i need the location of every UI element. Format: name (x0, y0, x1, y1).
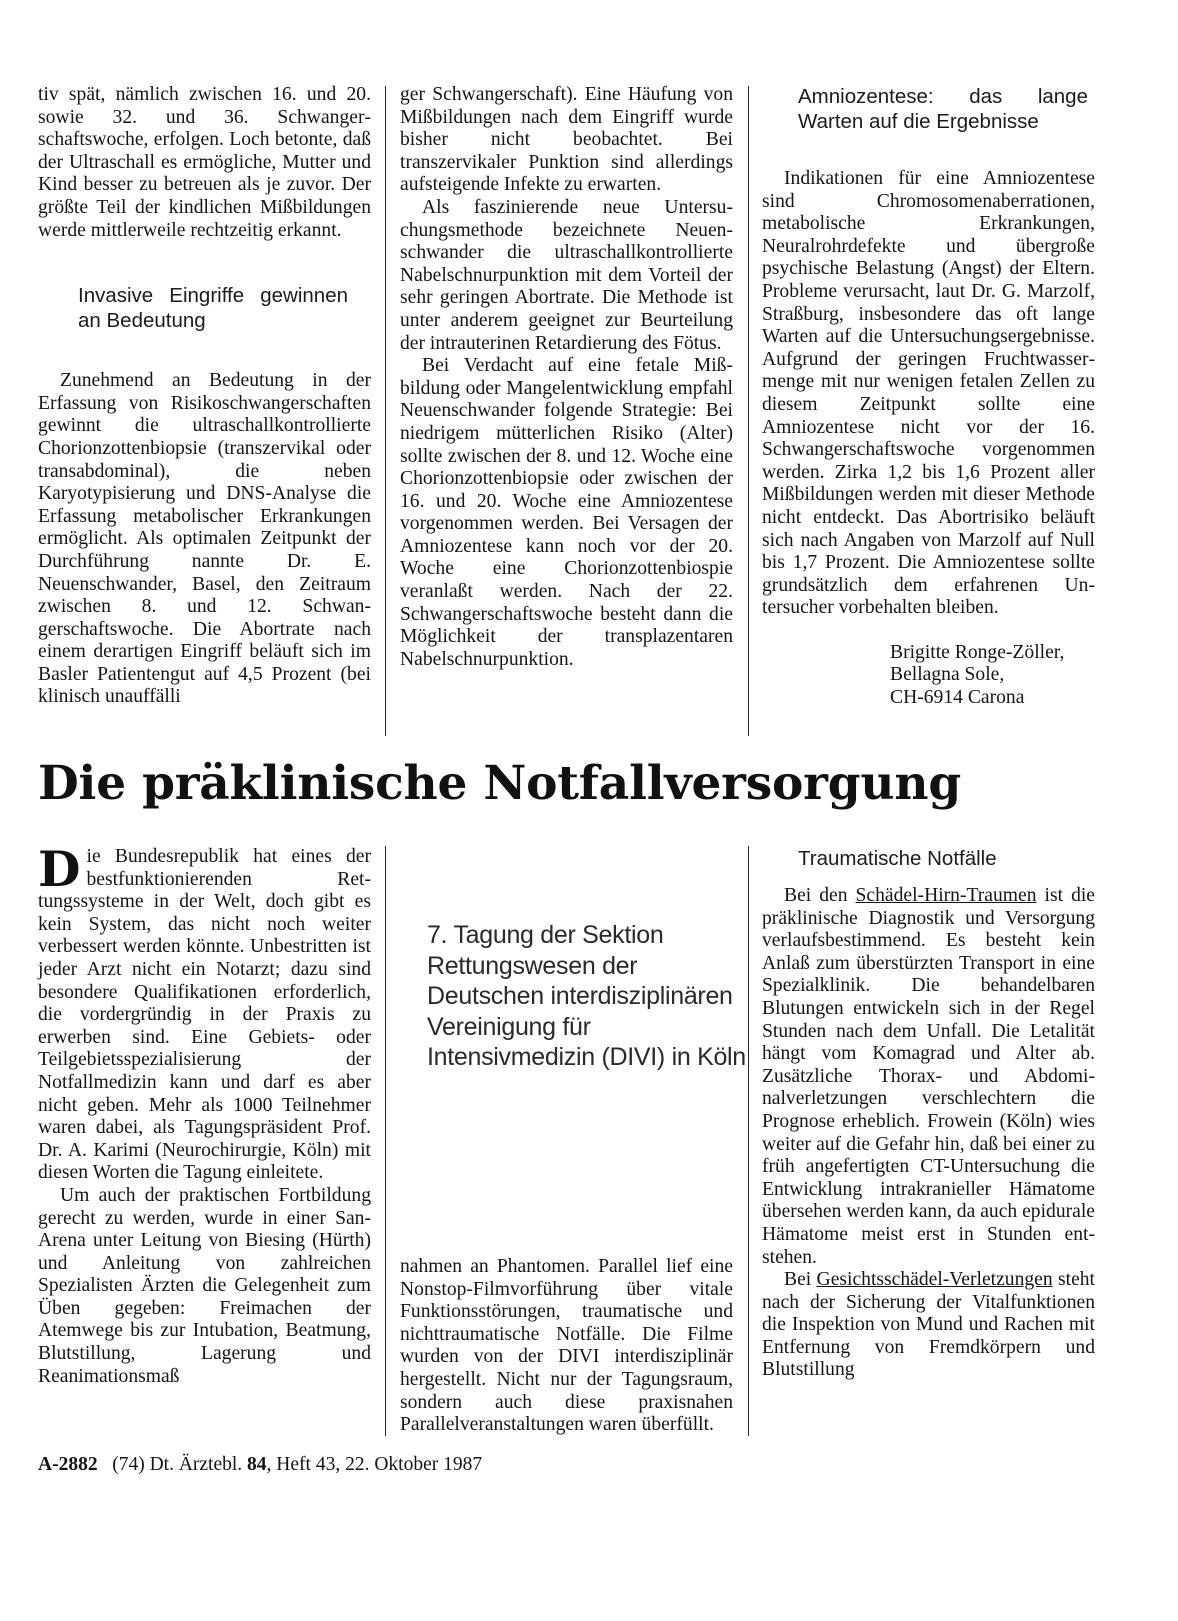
footer-volume: 84 (247, 1454, 267, 1475)
article-headline: Die präklinische Notfallversorgung (38, 756, 961, 811)
paragraph: Bei Verdacht auf eine fetale Mißbildung oder Mangelentwicklung empfahl Neuenschwander folgende Strategie: Bei niedrigem mütterlichen Risiko (Alter) sollte zwischen der 8. und 12. Woche eine Chorionzottenbiopsie oder zwischen der 16. und 20. Woche eine Amniozentese vorgenommen werden. Bei Versagen der Amniozentese kann noch vor der 20. Woche eine Chorionzottenbiospie veranlaßt werden. Nach der 22. Schwangerschaftswoche besteht dann die Möglichkeit der transplazentaren Nabelschnurpunktion. (400, 355, 733, 670)
author-city: CH-6914 Carona (890, 687, 1025, 709)
footer-citation: (74) Dt. Ärztebl. (112, 1454, 248, 1475)
column-rule (748, 86, 749, 736)
author-name: Brigitte Ronge-Zöller, (890, 641, 1065, 663)
paragraph (38, 840, 371, 1185)
footer-issue: , Heft 43, 22. Oktober 1987 (266, 1454, 483, 1475)
lead-text: ie Bundesrepublik hat eines der bestfunktionierenden Rettungssysteme in der Welt, doch gibt es kein System, das nicht noch weiter verbessert werden könnte. Unbestritten ist jeder Arzt nicht ein Notarzt; dazu sind besondere Qualifikationen erforderlich, die vordergründig in der Praxis zu erwerben sind. Eine Gebiets- oder Teilgebietsspezialisierung der Notfallmedizin kann und darf es aber nicht geben. Mehr als 1000 Teilnehmer waren dabei, als Tagungspräsident Prof. Dr. A. Karimi (Neurochirurgie, Köln) mit diesen Worten die Tagung einleitete. (38, 846, 371, 1184)
paragraph (762, 885, 1095, 1269)
column-rule (385, 846, 386, 1436)
bottom-column-1 (38, 840, 371, 1388)
paragraph: Zunehmend an Bedeutung in der Erfassung von Risikoschwangerschaften gewinnt die ultraschallkontrollierte Chorionzottenbiopsie (transzervikal oder transabdominal), die neben Karyotypisierung und DNS-Analyse die Erfassung metabolischer Erkrankungen ermöglicht. Als optimalen Zeitpunkt der Durchführung nannte Dr. E. Neuenschwander, Basel, den Zeitraum zwischen 8. und 12. Schwangerschaftswoche. Die Abortrate nach einem derartigen Eingriff beläuft sich im Basler Patientengut auf 4,5 Prozent (bei klinisch unauffälli (38, 370, 371, 708)
drop-cap: D (38, 840, 81, 898)
author-signature (890, 642, 1095, 710)
column-rule (385, 86, 386, 736)
text-run: Bei (784, 1269, 817, 1291)
text-run: ist die präklinische Diagnostik und Versorgung verlaufsbestimmend. Es besteht kein Anlaß zum überstürzten Transport in eine Spezialklinik. Die behandelbaren Blutungen entwickeln sich in der Regel Stunden nach dem Unfall. Die Letalität hängt vom Komagrad und Alter ab. Zusätzliche Thorax- und Abdominalverletzungen verschlechtern die Prognose erheblich. Frowein (Köln) wies weiter auf die Gefahr hin, daß bei einer zu früh angefertigten CT-Untersuchung die Entwicklung intrakranieller Hämatome übersehen werden kann, da auch epidurale Hämatome meist erst in Stunden entstehen. (762, 885, 1096, 1268)
section-heading: Invasive Eingriffe gewinnen an Bedeutung (78, 284, 348, 333)
bottom-column-3 (762, 846, 1095, 1382)
underlined-term: Schädel-Hirn-Traumen (855, 885, 1037, 906)
paragraph: Als faszinierende neue Untersuchungsmethode bezeichnete Neuenschwander die ultraschallkontrollierte Nabelschnurpunktion mit dem Vorteil der sehr geringen Abortrate. Die Methode ist unter anderem geeignet zur Beurteilung der intrauterinen Retardierung des Fötus. (400, 196, 733, 354)
section-heading: Amniozentese: das lange Warten auf die Ergebnisse (798, 85, 1088, 133)
text-run: steht nach der Sicherung der Vitalfunktionen die Inspektion von Mund und Rachen mit Entfernung von Fremdkörpern und Blutstillung (762, 1269, 1096, 1381)
page-footer (38, 1454, 482, 1476)
underlined-term: Gesichtsschädel-Verletzungen (816, 1269, 1053, 1291)
top-column-3 (762, 84, 1095, 710)
column-rule (748, 846, 749, 1436)
top-column-2 (400, 84, 733, 671)
paragraph (762, 1269, 1095, 1382)
author-street: Bellagna Sole, (890, 664, 1005, 686)
paragraph: ger Schwangerschaft). Eine Häufung von Mißbildungen nach dem Eingriff wurde bisher nicht beobachtet. Bei transzervikaler Punktion sind allerdings aufsteigende Infekte zu erwarten. (400, 84, 733, 196)
text-run: Bei den (784, 885, 856, 906)
top-column-1 (38, 84, 371, 709)
paragraph: Um auch der praktischen Fortbildung gerecht zu werden, wurde in einer San-Arena unter Leitung von Biesing (Hürth) und Anleitung von zahlreichen Spezialisten Ärzten die Gelegenheit zum Üben gegeben: Freimachen der Atemwege bis zur Intubation, Beatmung, Blutstillung, Lagerung und Reanimationsmaß (38, 1184, 371, 1387)
paragraph: nahmen an Phantomen. Parallel lief eine Nonstop-Filmvorführung über vitale Funktionsstörungen, traumatische und nichttraumatische Notfälle. Die Filme wurden von der DIVI interdisziplinär hergestellt. Nicht nur der Tagungsraum, sondern auch diese praxisnahen Parallelveranstaltungen waren überfüllt. (400, 1256, 733, 1436)
paragraph: tiv spät, nämlich zwischen 16. und 20. sowie 32. und 36. Schwangerschaftswoche, erfolgen. Loch betonte, daß der Ultraschall es ermögliche, Mutter und Kind besser zu betreuen als je zuvor. Der größte Teil der kindlichen Mißbildungen werde mittlerweile rechtzeitig erkannt. (38, 84, 371, 241)
bottom-column-2 (400, 1256, 733, 1437)
section-heading: Traumatische Notfälle (798, 847, 997, 870)
article-subtitle: 7. Tagung der Sektion Rettungswesen der Deutschen interdisziplinären Vereinigung für Intensivmedizin (DIVI) in Köln (427, 921, 746, 1071)
page-number: A-2882 (38, 1454, 98, 1475)
paragraph: Indikationen für eine Amniozentese sind Chromosomenaberrationen, metabolische Erkrankungen, Neuralrohrdefekte und übergroße psychische Belastung (Angst) der Eltern. Probleme verursacht, laut Dr. G. Marzolf, Straßburg, insbesondere das oft lange Warten auf die Untersuchungsergebnisse. Aufgrund der geringen Fruchtwassermenge mit nur wenigen fetalen Zellen zu diesem Zeitpunkt sollte eine Amniozentese nicht vor der 16. Schwangerschaftswoche vorgenommen werden. Zirka 1,2 bis 1,6 Prozent aller Mißbildungen werden mit dieser Methode nicht entdeckt. Das Abortrisiko beläuft sich nach Angaben von Marzolf auf Null bis 1,7 Prozent. Die Amniozentese sollte grundsätzlich dem erfahrenen Untersucher vorbehalten bleiben. (762, 168, 1095, 619)
